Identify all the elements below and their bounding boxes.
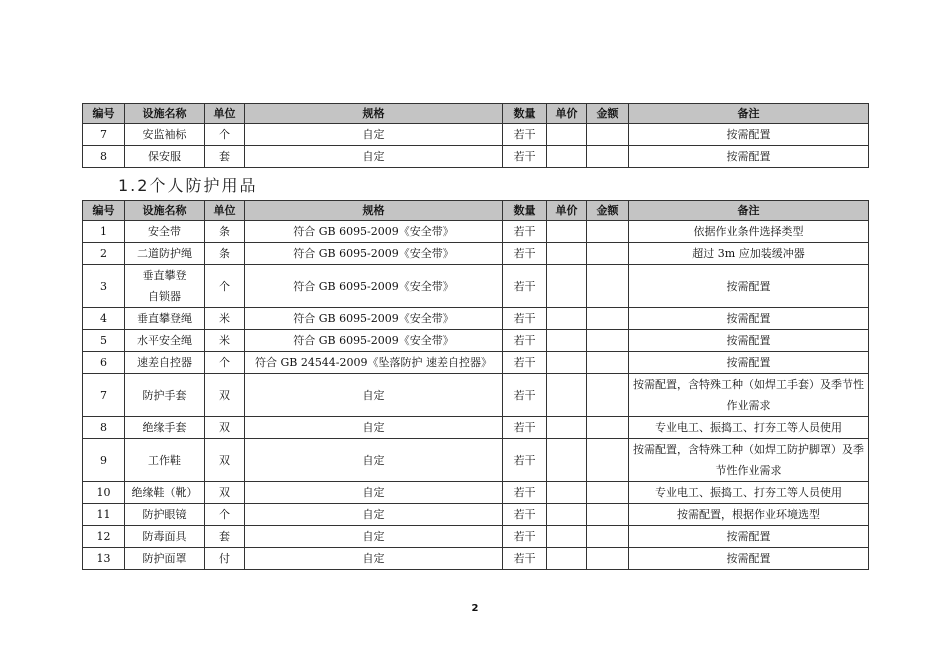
cell-note: 按需配置 <box>629 548 869 570</box>
cell-price <box>547 439 587 482</box>
header-no: 编号 <box>83 104 125 124</box>
cell-amount <box>587 243 629 265</box>
cell-name: 二道防护绳 <box>125 243 205 265</box>
cell-name: 防护手套 <box>125 374 205 417</box>
cell-price <box>547 374 587 417</box>
table-row <box>83 124 869 146</box>
cell-price <box>547 308 587 330</box>
header-spec: 规格 <box>245 201 503 221</box>
cell-note: 按需配置 <box>629 124 869 146</box>
header-price: 单价 <box>547 201 587 221</box>
cell-amount <box>587 221 629 243</box>
cell-spec: 符合 GB 6095-2009《安全带》 <box>245 308 503 330</box>
section-title: 1.2个人防护用品 <box>118 176 258 195</box>
header-spec: 规格 <box>245 104 503 124</box>
table-row <box>83 504 869 526</box>
cell-price <box>547 124 587 146</box>
cell-qty: 若干 <box>503 243 547 265</box>
cell-no: 8 <box>83 146 125 168</box>
cell-qty: 若干 <box>503 124 547 146</box>
cell-spec: 自定 <box>245 417 503 439</box>
cell-unit: 双 <box>205 439 245 482</box>
cell-no: 9 <box>83 439 125 482</box>
cell-qty: 若干 <box>503 352 547 374</box>
cell-note: 按需配置 <box>629 526 869 548</box>
cell-no: 10 <box>83 482 125 504</box>
cell-qty: 若干 <box>503 482 547 504</box>
header-qty: 数量 <box>503 104 547 124</box>
table-row <box>83 526 869 548</box>
cell-price <box>547 504 587 526</box>
cell-name: 防毒面具 <box>125 526 205 548</box>
cell-spec: 自定 <box>245 374 503 417</box>
cell-qty: 若干 <box>503 330 547 352</box>
cell-amount <box>587 439 629 482</box>
cell-note: 按需配置，含特殊工种（如焊工防护脚罩）及季节性作业需求 <box>629 439 869 482</box>
cell-note: 按需配置，含特殊工种（如焊工手套）及季节性作业需求 <box>629 374 869 417</box>
cell-unit: 双 <box>205 482 245 504</box>
cell-unit: 付 <box>205 548 245 570</box>
cell-name: 垂直攀登自锁器 <box>125 265 205 308</box>
header-qty: 数量 <box>503 201 547 221</box>
cell-qty: 若干 <box>503 548 547 570</box>
header-note: 备注 <box>629 104 869 124</box>
equipment-table-1 <box>82 103 869 168</box>
table-header-row <box>83 104 869 124</box>
header-note: 备注 <box>629 201 869 221</box>
cell-price <box>547 482 587 504</box>
cell-spec: 符合 GB 6095-2009《安全带》 <box>245 243 503 265</box>
table-row <box>83 265 869 308</box>
cell-no: 7 <box>83 374 125 417</box>
cell-unit: 条 <box>205 243 245 265</box>
cell-spec: 自定 <box>245 482 503 504</box>
equipment-table-2 <box>82 200 869 570</box>
cell-name: 防护眼镜 <box>125 504 205 526</box>
cell-name: 安监袖标 <box>125 124 205 146</box>
cell-amount <box>587 146 629 168</box>
cell-name: 工作鞋 <box>125 439 205 482</box>
cell-price <box>547 221 587 243</box>
cell-qty: 若干 <box>503 526 547 548</box>
cell-note: 依据作业条件选择类型 <box>629 221 869 243</box>
cell-note: 超过 3m 应加装缓冲器 <box>629 243 869 265</box>
table-row <box>83 417 869 439</box>
cell-spec: 符合 GB 6095-2009《安全带》 <box>245 330 503 352</box>
cell-spec: 符合 GB 6095-2009《安全带》 <box>245 265 503 308</box>
cell-qty: 若干 <box>503 417 547 439</box>
cell-no: 4 <box>83 308 125 330</box>
cell-no: 5 <box>83 330 125 352</box>
cell-qty: 若干 <box>503 265 547 308</box>
cell-name: 绝缘鞋（靴） <box>125 482 205 504</box>
cell-note: 按需配置 <box>629 265 869 308</box>
header-amount: 金额 <box>587 104 629 124</box>
cell-unit: 个 <box>205 504 245 526</box>
cell-spec: 自定 <box>245 548 503 570</box>
cell-price <box>547 146 587 168</box>
header-name: 设施名称 <box>125 201 205 221</box>
table-row <box>83 243 869 265</box>
cell-amount <box>587 124 629 146</box>
table-row <box>83 374 869 417</box>
cell-unit: 条 <box>205 221 245 243</box>
cell-qty: 若干 <box>503 504 547 526</box>
cell-name: 防护面罩 <box>125 548 205 570</box>
table-header-row <box>83 201 869 221</box>
cell-price <box>547 548 587 570</box>
cell-note: 按需配置 <box>629 146 869 168</box>
cell-no: 1 <box>83 221 125 243</box>
cell-price <box>547 330 587 352</box>
table-row <box>83 352 869 374</box>
cell-amount <box>587 330 629 352</box>
cell-no: 2 <box>83 243 125 265</box>
cell-no: 7 <box>83 124 125 146</box>
header-price: 单价 <box>547 104 587 124</box>
cell-qty: 若干 <box>503 439 547 482</box>
cell-amount <box>587 352 629 374</box>
cell-spec: 符合 GB 6095-2009《安全带》 <box>245 221 503 243</box>
cell-amount <box>587 526 629 548</box>
cell-name: 安全带 <box>125 221 205 243</box>
cell-no: 13 <box>83 548 125 570</box>
header-amount: 金额 <box>587 201 629 221</box>
cell-amount <box>587 265 629 308</box>
cell-qty: 若干 <box>503 221 547 243</box>
cell-name: 速差自控器 <box>125 352 205 374</box>
cell-unit: 米 <box>205 308 245 330</box>
cell-note: 按需配置，根据作业环境选型 <box>629 504 869 526</box>
table-row <box>83 482 869 504</box>
cell-unit: 个 <box>205 352 245 374</box>
cell-amount <box>587 482 629 504</box>
cell-amount <box>587 308 629 330</box>
cell-unit: 个 <box>205 265 245 308</box>
header-unit: 单位 <box>205 104 245 124</box>
cell-unit: 个 <box>205 124 245 146</box>
cell-spec: 自定 <box>245 124 503 146</box>
cell-note: 按需配置 <box>629 308 869 330</box>
cell-name: 保安服 <box>125 146 205 168</box>
header-name: 设施名称 <box>125 104 205 124</box>
page-number: 2 <box>471 603 479 614</box>
cell-name: 水平安全绳 <box>125 330 205 352</box>
cell-price <box>547 526 587 548</box>
cell-no: 8 <box>83 417 125 439</box>
table-row <box>83 221 869 243</box>
cell-spec: 自定 <box>245 526 503 548</box>
cell-spec: 自定 <box>245 439 503 482</box>
cell-spec: 符合 GB 24544-2009《坠落防护 速差自控器》 <box>245 352 503 374</box>
cell-spec: 自定 <box>245 146 503 168</box>
header-unit: 单位 <box>205 201 245 221</box>
cell-amount <box>587 548 629 570</box>
cell-name: 绝缘手套 <box>125 417 205 439</box>
cell-note: 按需配置 <box>629 330 869 352</box>
cell-price <box>547 352 587 374</box>
cell-unit: 套 <box>205 526 245 548</box>
cell-no: 12 <box>83 526 125 548</box>
cell-no: 3 <box>83 265 125 308</box>
table-row <box>83 548 869 570</box>
table-row <box>83 439 869 482</box>
cell-unit: 双 <box>205 417 245 439</box>
cell-spec: 自定 <box>245 504 503 526</box>
cell-unit: 双 <box>205 374 245 417</box>
cell-price <box>547 417 587 439</box>
table-row <box>83 330 869 352</box>
cell-amount <box>587 417 629 439</box>
cell-price <box>547 243 587 265</box>
cell-qty: 若干 <box>503 146 547 168</box>
table-row <box>83 308 869 330</box>
cell-unit: 米 <box>205 330 245 352</box>
cell-name: 垂直攀登绳 <box>125 308 205 330</box>
cell-amount <box>587 374 629 417</box>
cell-no: 6 <box>83 352 125 374</box>
cell-qty: 若干 <box>503 308 547 330</box>
cell-note: 按需配置 <box>629 352 869 374</box>
cell-unit: 套 <box>205 146 245 168</box>
cell-no: 11 <box>83 504 125 526</box>
table-row <box>83 146 869 168</box>
cell-qty: 若干 <box>503 374 547 417</box>
cell-price <box>547 265 587 308</box>
header-no: 编号 <box>83 201 125 221</box>
cell-amount <box>587 504 629 526</box>
cell-note: 专业电工、振捣工、打夯工等人员使用 <box>629 417 869 439</box>
cell-note: 专业电工、振捣工、打夯工等人员使用 <box>629 482 869 504</box>
